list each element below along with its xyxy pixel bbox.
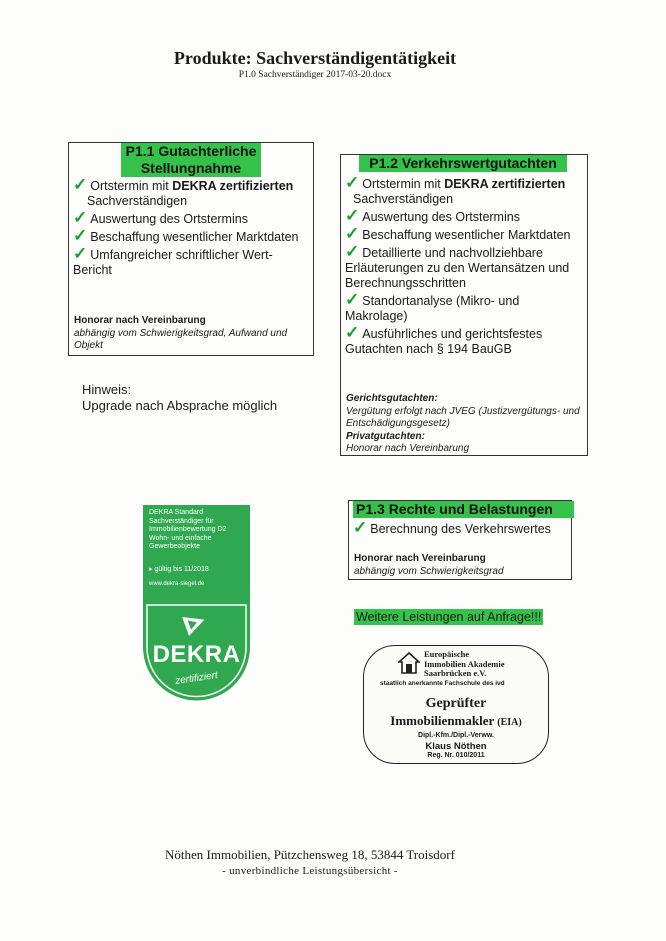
- fee-block: [354, 553, 504, 578]
- list-item: [345, 242, 583, 291]
- box-heading: P1.3 Rechte und Belastungen: [353, 501, 574, 518]
- list-item: [73, 175, 309, 209]
- house-logo-icon: [398, 652, 420, 674]
- stamp-title-line2: [364, 713, 548, 729]
- item-text: Ortstermin mit: [362, 177, 445, 191]
- item-text: Auswertung des Ortstermins: [90, 212, 248, 226]
- checkmark-icon: ✓: [345, 290, 360, 309]
- list-item: [345, 173, 583, 207]
- seal-certified: zertifiziert: [174, 670, 219, 687]
- item-text: Berechnung des Verkehrswertes: [370, 522, 551, 536]
- seal-line: Wohn- und einfache: [149, 534, 212, 542]
- list-item: [73, 226, 309, 245]
- checkmark-icon: ✓: [73, 208, 88, 227]
- stamp-title: Geprüfter: [425, 696, 487, 711]
- eia-stamp: [363, 645, 549, 764]
- checkmark-icon: ✓: [345, 206, 360, 225]
- item-text-bold: DEKRA zertifizierten: [444, 177, 566, 191]
- seal-validity: ▸ gültig bis 11/2018: [149, 566, 209, 573]
- item-text: Detaillierte und nachvollziehbare Erläuterungen zu den Wertansätzen und Berechnungsschritten: [345, 246, 570, 290]
- item-text: Umfangreicher schriftlicher Wert-Bericht: [73, 248, 273, 277]
- checkmark-icon: ✓: [345, 173, 360, 192]
- stamp-degree: Dipl.-Kfm./Dipl.-Verww.: [418, 732, 494, 739]
- fee-note: abhängig vom Schwierigkeitsgrad, Aufwand und Objekt: [74, 327, 288, 351]
- stamp-org-line: Saarbrücken e.V.: [424, 668, 487, 678]
- item-text: Beschaffung wesentlicher Marktdaten: [362, 228, 571, 242]
- court-text: Vergütung erfolgt nach JVEG (Justizvergütungs- und Entschädigungsgesetz): [346, 405, 580, 429]
- heading-line-1: P1.1 Gutachterliche: [125, 143, 257, 159]
- dekra-logo-text: DEKRA: [152, 641, 241, 668]
- stamp-title-suffix: (EIA): [497, 717, 522, 728]
- feature-list: [73, 175, 309, 281]
- fee-label: Honorar nach Vereinbarung: [74, 315, 206, 326]
- fee-note: abhängig vom Schwierigkeitsgrad: [354, 565, 504, 577]
- footer-address: Nöthen Immobilien, Pützchensweg 18, 53844 Troisdorf: [165, 847, 455, 862]
- item-text: Auswertung des Ortstermins: [362, 210, 520, 224]
- stamp-reg: Reg. Nr. 010/2011: [427, 752, 485, 759]
- more-services-banner: Weitere Leistungen auf Anfrage!!!: [356, 610, 542, 624]
- court-label: Gerichtsgutachten:: [346, 393, 438, 404]
- seal-line: Gewerbeobjekte: [149, 543, 200, 550]
- stamp-title-text: Immobilienmakler: [390, 713, 495, 728]
- checkmark-icon: ✓: [345, 323, 360, 342]
- box-heading: P1.2 Verkehrswertgutachten: [359, 155, 567, 172]
- item-text-bold: DEKRA zertifizierten: [172, 179, 294, 193]
- document-filename: P1.0 Sachverständiger 2017-03-20.docx: [238, 70, 392, 80]
- item-text: Beschaffung wesentlicher Marktdaten: [90, 230, 299, 244]
- item-text: Sachverständigen: [353, 192, 454, 206]
- feature-list: [345, 173, 583, 360]
- checkmark-icon: ✓: [73, 175, 88, 194]
- stamp-org-line: Europäische: [424, 649, 470, 659]
- product-box-p1-2: [340, 154, 588, 456]
- item-text: Standortanalyse (Mikro- und Makrolage): [345, 294, 520, 323]
- fee-label: Honorar nach Vereinbarung: [354, 553, 486, 564]
- item-text: Sachverständigen: [87, 194, 188, 208]
- list-item: [345, 206, 583, 225]
- page-title: Produkte: Sachverständigentätigkeit: [173, 48, 457, 68]
- hint-block: [82, 382, 277, 414]
- stamp-org-note: staatlich anerkannte Fachschule des ivd: [380, 680, 505, 687]
- footer-note: - unverbindliche Leistungsübersicht -: [222, 865, 398, 877]
- item-text: Ausführliches und gerichtsfestes Gutachten nach § 194 BauGB: [345, 327, 543, 356]
- seal-line: Sachverständiger für: [149, 517, 214, 525]
- checkmark-icon: ✓: [73, 226, 88, 245]
- seal-line: Immobilienbewertung D2: [149, 526, 227, 533]
- checkmark-icon: ✓: [345, 242, 360, 261]
- box-heading: [121, 143, 261, 177]
- heading-line-2: Stellungnahme: [140, 160, 242, 176]
- list-item: [73, 208, 309, 227]
- seal-text: [149, 509, 249, 552]
- dekra-seal: [143, 505, 250, 701]
- list-item: [345, 290, 583, 324]
- checkmark-icon: ✓: [73, 244, 88, 263]
- list-item: [345, 323, 583, 357]
- list-item: [73, 244, 309, 278]
- fee-block: [74, 315, 310, 353]
- checkmark-icon: ✓: [353, 518, 368, 537]
- private-text: Honorar nach Vereinbarung: [346, 443, 470, 454]
- product-box-p1-1: [68, 142, 314, 356]
- fee-block: [346, 393, 584, 456]
- seal-line: DEKRA Standard: [149, 509, 204, 516]
- private-label: Privatgutachten:: [346, 430, 425, 442]
- checkmark-icon: ✓: [345, 224, 360, 243]
- hint-label: Hinweis:: [82, 382, 132, 397]
- product-box-p1-3: [348, 500, 572, 580]
- list-item: [345, 224, 583, 243]
- seal-valid-text: gültig bis 11/2018: [154, 566, 209, 573]
- stamp-name: Klaus Nöthen: [425, 741, 487, 752]
- item-text: Ortstermin mit: [90, 179, 173, 193]
- stamp-org-line: Immobilien Akademie: [424, 658, 505, 669]
- seal-url: www.dekra-siegel.de: [149, 581, 205, 587]
- list-item: [353, 518, 551, 537]
- stamp-org: [424, 650, 505, 679]
- hint-text: Upgrade nach Absprache möglich: [82, 398, 278, 413]
